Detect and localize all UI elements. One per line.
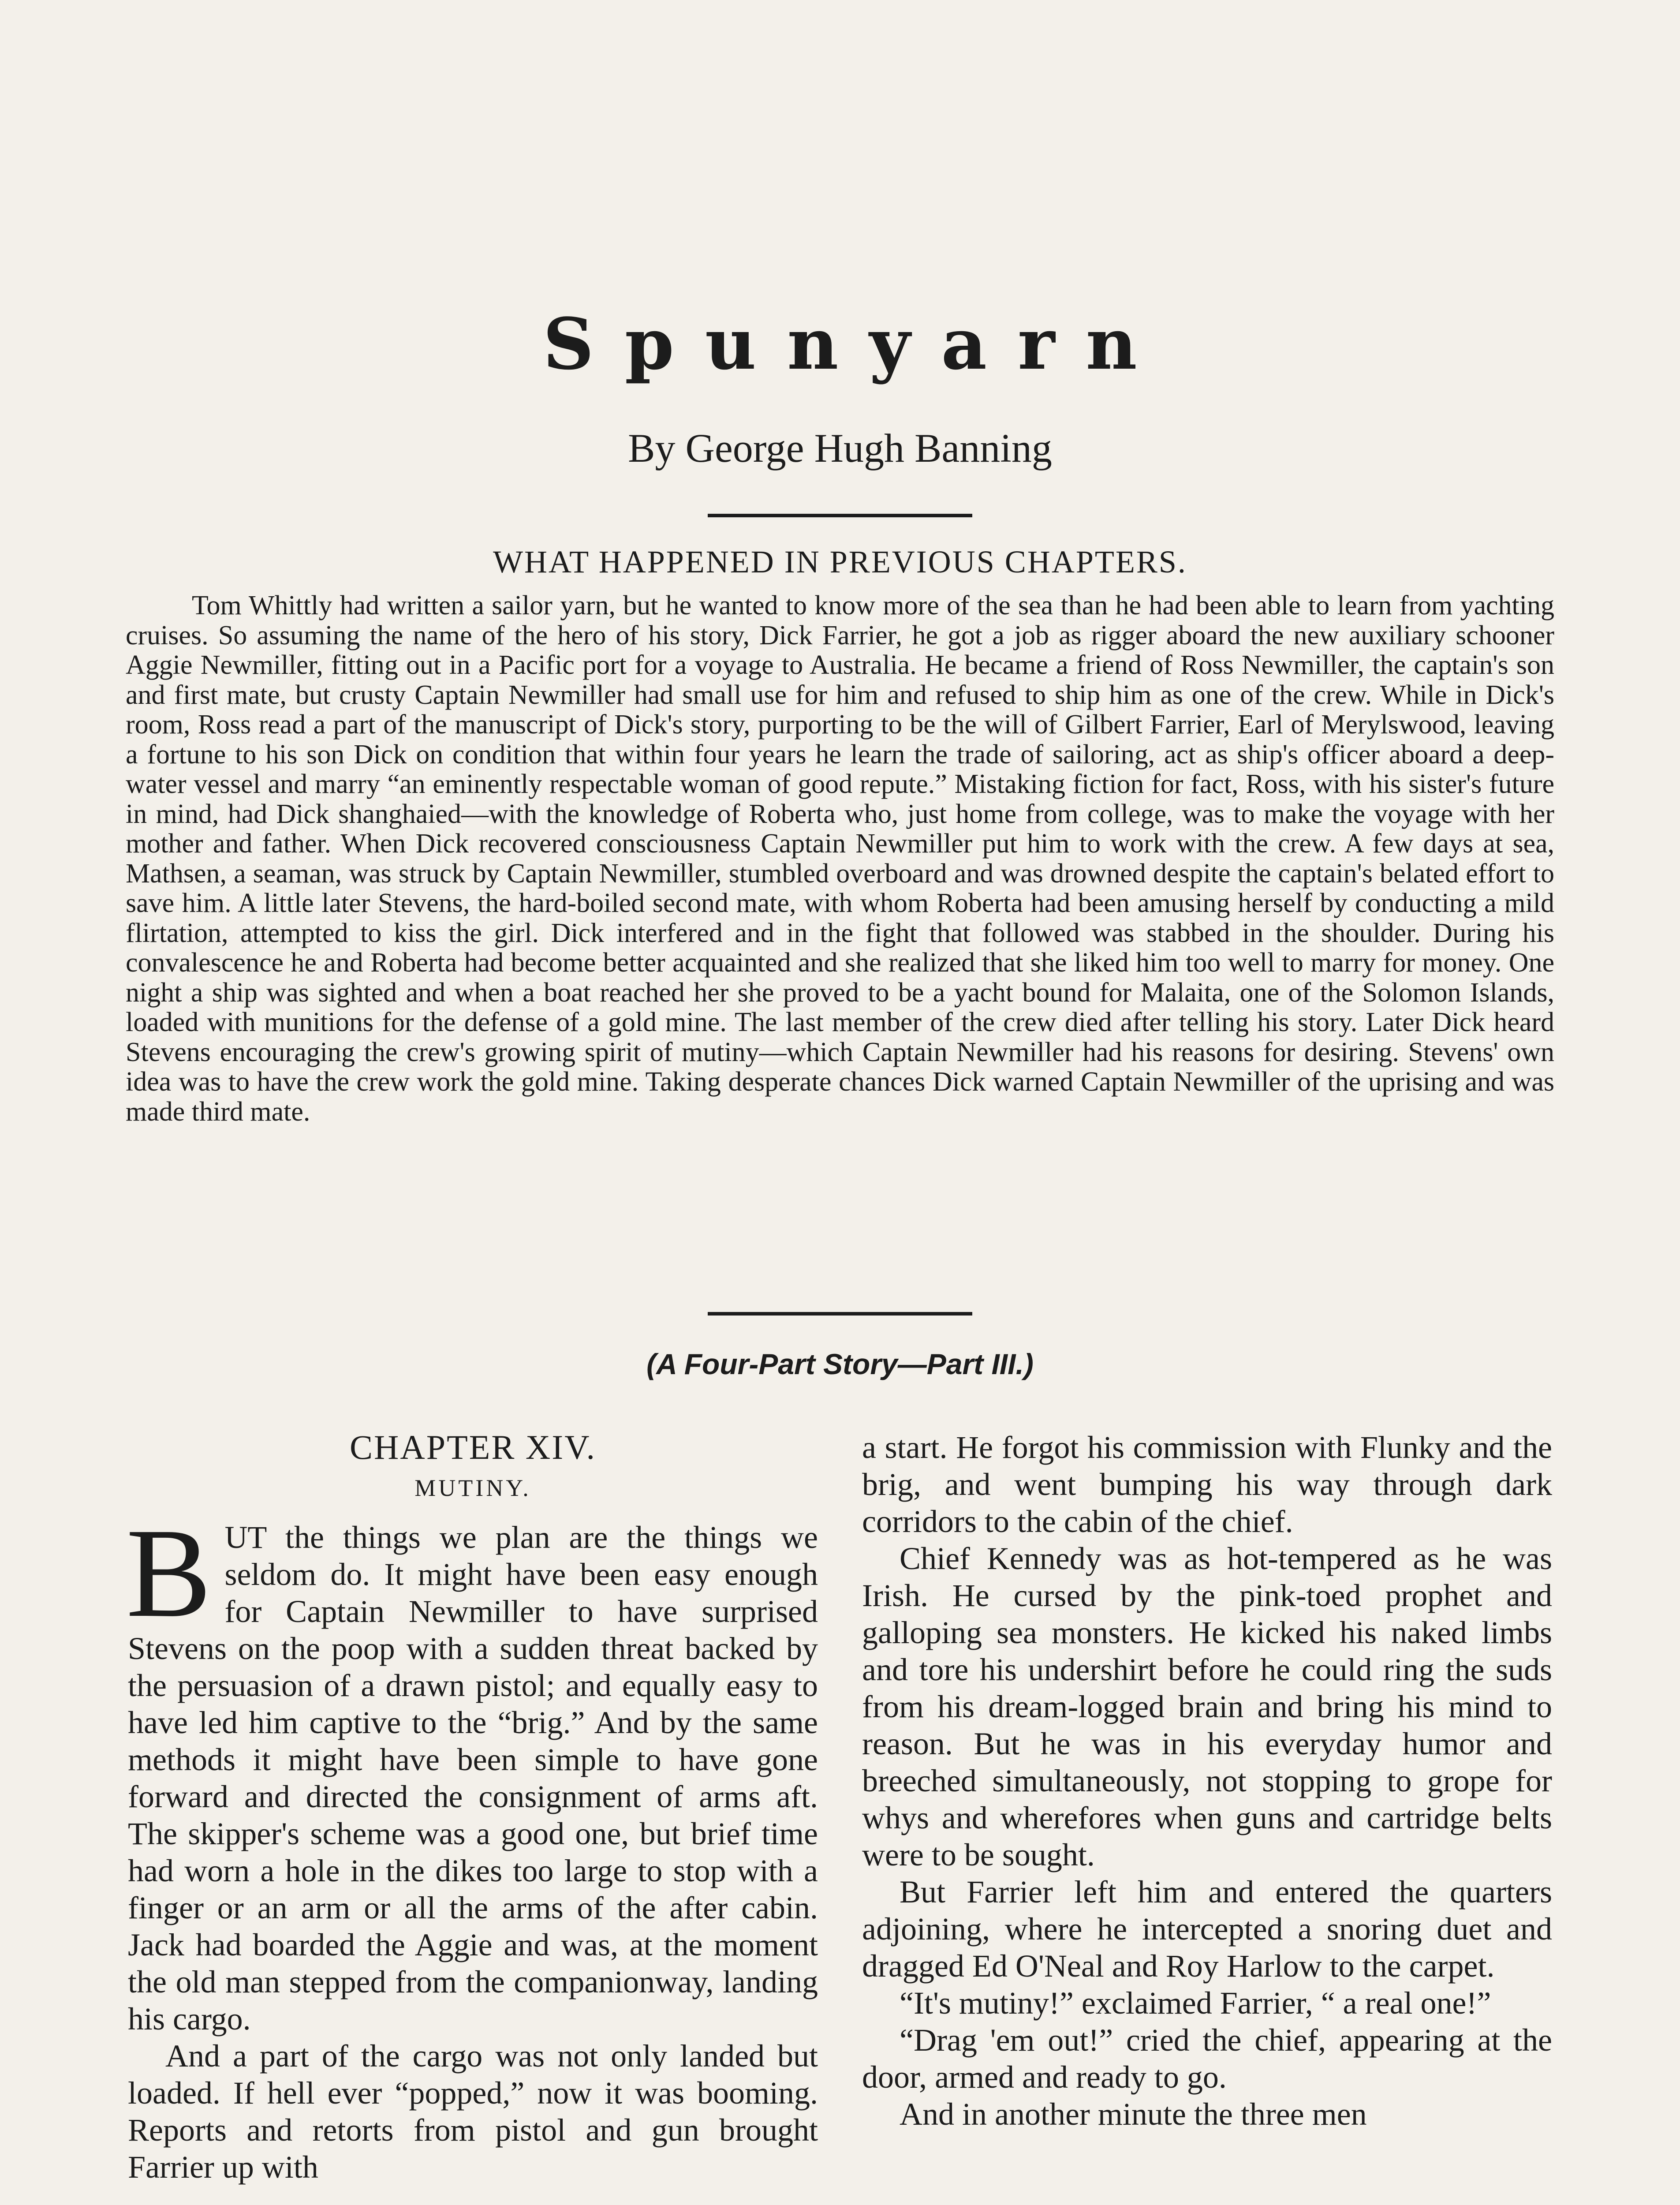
- synopsis-paragraph: Tom Whittly had written a sailor yarn, but he wanted to know more of the sea than he had been able to learn from yachting cruises. So assuming the name of the hero of his story, Dick Farrier, he got a job as rigger aboard the new auxiliary schooner Aggie Newmiller, fitting out in a Pacific port for a voyage to Australia. He became a friend of Ross Newmiller, the captain's son and first mate, but crusty Captain Newmiller had small use for him and refused to ship him as one of the crew. While in Dick's room, Ross read a part of the manuscript of Dick's story, purporting to be the will of Gilbert Farrier, Earl of Merylswood, leaving a fortune to his son Dick on condition that within four years he learn the trade of sailoring, act as ship's officer aboard a deep-water vessel and marry “an eminently respectable woman of good repute.” Mistaking fiction for fact, Ross, with his sister's future in mind, had Dick shanghaied—with the knowledge of Roberta who, just home from college, was to make the voyage with her mother and father. When Dick recovered consciousness Captain Newmiller put him to work with the crew. A few days at sea, Mathsen, a seaman, was struck by Captain Newmiller, stumbled overboard and was drowned despite the captain's belated effort to save him. A little later Stevens, the hard-boiled second mate, with whom Roberta had been amusing herself by conducting a mild flirtation, attempted to kiss the girl. Dick interfered and in the fight that followed was stabbed in the shoulder. During his convalescence he and Roberta had become better acquainted and she realized that she liked him too well to marry for money. One night a ship was sighted and when a boat reached her she proved to be a yacht bound for Malaita, one of the Solomon Islands, loaded with munitions for the defense of a gold mine. The last member of the crew died after telling his story. Later Dick heard Stevens encouraging the crew's growing spirit of mutiny—which Captain Newmiller had his reasons for desiring. Stevens' own idea was to have the crew work the gold mine. Taking desperate chances Dick warned Captain Newmiller of the uprising and was made third mate.: [126, 590, 1554, 1127]
- chapter-paragraph: Chief Kennedy was as hot-tempered as he was Irish. He cursed by the pink-toed prophet and galloping sea monsters. He kicked his naked limbs and tore his undershirt before he could ring the suds from his dream-logged brain and bring his mind to reason. But he was in his everyday humor and breeched simultaneously, not stopping to grope for whys and wherefores when guns and cartridge belts were to be sought.: [862, 1541, 1552, 1872]
- chapter-paragraph: a start. He forgot his commission with Flunky and the brig, and went bumping his way through dark corridors to the cabin of the chief.: [862, 1430, 1552, 1539]
- chapter-paragraph: But Farrier left him and entered the quarters adjoining, where he intercepted a snoring duet and dragged Ed O'Neal and Roy Harlow to the carpet.: [862, 1874, 1552, 1984]
- divider-bottom: [708, 1312, 972, 1316]
- divider-top: [708, 514, 972, 517]
- byline: By George Hugh Banning: [628, 426, 1052, 471]
- part-label: (A Four-Part Story—Part III.): [646, 1348, 1034, 1380]
- synopsis-heading: WHAT HAPPENED IN PREVIOUS CHAPTERS.: [493, 544, 1187, 579]
- chapter-paragraph: [126, 1502, 818, 2037]
- column-right: [862, 1429, 1552, 2133]
- chapter-subtitle: MUTINY.: [414, 1475, 531, 1501]
- column-left: [128, 1429, 818, 2186]
- chapter-paragraph: And in another minute the three men: [900, 2097, 1367, 2132]
- chapter-title: CHAPTER XIV.: [350, 1428, 596, 1466]
- story-title: Spunyarn: [543, 303, 1168, 385]
- chapter-paragraph: And a part of the cargo was not only landed but loaded. If hell ever “popped,” now it was booming. Reports and retorts from pistol and gun brought Farrier up with: [128, 2038, 818, 2185]
- chapter-paragraph: “It's mutiny!” exclaimed Farrier, “ a real one!”: [900, 1985, 1491, 2021]
- chapter-paragraph-text: UT the things we plan are the things we seldom do. It might have been easy enough for Captain Newmiller to have surprised Stevens on the poop with a sudden threat backed by the persuasion of a drawn pistol; and equally easy to have led him captive to the “brig.” And by the same methods it might have been simple to have gone forward and directed the consignment of arms aft. The skipper's scheme was a good one, but brief time had worn a hole in the dikes too large to stop with a finger or an arm or all the arms of the after cabin. Jack had boarded the Aggie and was, at the moment the old man stepped from the companionway, landing his cargo.: [128, 1520, 818, 2037]
- chapter-paragraph: “Drag 'em out!” cried the chief, appearing at the door, armed and ready to go.: [862, 2022, 1552, 2095]
- drop-cap: B: [126, 1502, 212, 1644]
